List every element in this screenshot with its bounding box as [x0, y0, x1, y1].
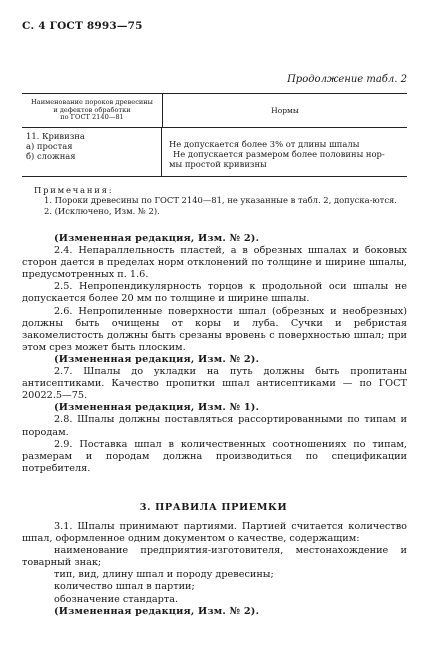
table-cell-defect	[22, 128, 162, 176]
defects-table	[22, 93, 407, 177]
section-title: 3. ПРАВИЛА ПРИЕМКИ	[139, 502, 288, 513]
main-text	[22, 233, 407, 475]
column-header-line: Наименование пороков древесины	[31, 98, 153, 107]
notes	[26, 185, 404, 216]
column-header-defects	[22, 94, 163, 127]
paragraph-2-9: 2.9. Поставка шпал в количественных соотношениях по типам, размерам и породам должна производиться по спецификации потребителя.	[22, 438, 407, 474]
list-line: наименование предприятия-изготовителя, местонахождение и товарный знак;	[22, 545, 407, 569]
table-continuation-label: Продолжение табл. 2	[287, 74, 407, 85]
paragraph-2-7: 2.7. Шпалы до укладки на путь должны быть пропитаны антисептиками. Качество пропитки шпал антисептиками — по ГОСТ 20022.5—75.	[22, 366, 407, 402]
column-header-norms: Нормы	[271, 106, 299, 115]
cell-line: мы простой кривизны	[169, 159, 267, 169]
list-line: тип, вид, длину шпал и породу древесины;	[54, 569, 274, 581]
column-header-line: по ГОСТ 2140—81	[60, 113, 124, 122]
section-text	[22, 521, 407, 618]
table-header	[22, 94, 407, 128]
list-line: количество шпал в партии;	[54, 581, 195, 593]
cell-line: а) простая	[26, 141, 73, 151]
paragraph-2-8: 2.8. Шпалы должны поставляться рассортированными по типам и породам.	[22, 414, 407, 438]
cell-line: Не допускается размером более половины нор-	[173, 149, 385, 159]
edition-note: (Измененная редакция, Изм. № 2).	[54, 605, 260, 617]
paragraph-2-5: 2.5. Непропендикулярность торцов к продольной оси шпалы не допускается более 20 мм по толщине и ширине шпалы.	[22, 281, 407, 305]
list-line: обозначение стандарта.	[54, 593, 179, 605]
cell-line: Не допускается более 3% от длины шпалы	[169, 139, 360, 149]
notes-title: Примечания:	[34, 185, 114, 195]
edition-note: (Измененная редакция, Изм. № 1).	[54, 402, 260, 414]
table-cell-norm	[162, 128, 407, 176]
edition-note: (Измененная редакция, Изм. № 2).	[54, 233, 260, 244]
paragraph-3-1: 3.1. Шпалы принимают партиями. Партией считается количество шпал, оформленное одним документом о качестве, содержащим:	[22, 521, 407, 545]
cell-line: б) сложная	[26, 151, 76, 161]
note-item: 1. Пороки древесины по ГОСТ 2140—81, не указанные в табл. 2, допуска-ются.	[44, 195, 397, 206]
paragraph-2-4: 2.4. Непараллельность пластей, а в обрезных шпалах и боковых сторон дается в пределах норм отклонений по толщине и ширине шпалы, предусмотренных п. 1.6.	[22, 245, 407, 281]
page-header: С. 4 ГОСТ 8993—75	[22, 20, 143, 32]
cell-line: 11. Кривизна	[26, 131, 85, 141]
column-header-line: и дефектов обработки	[53, 105, 131, 114]
paragraph-2-6: 2.6. Непропиленные поверхности шпал (обрезных и необрезных) должны быть очищены от коры и луба. Сучки и ребристая закомелистость должны быть срезаны вровень с поверхностью шпал; при этом срез может быть плоским.	[22, 305, 407, 353]
table-row	[22, 128, 407, 176]
edition-note: (Измененная редакция, Изм. № 2).	[54, 353, 260, 365]
note-item: 2. (Исключено, Изм. № 2).	[44, 205, 160, 216]
